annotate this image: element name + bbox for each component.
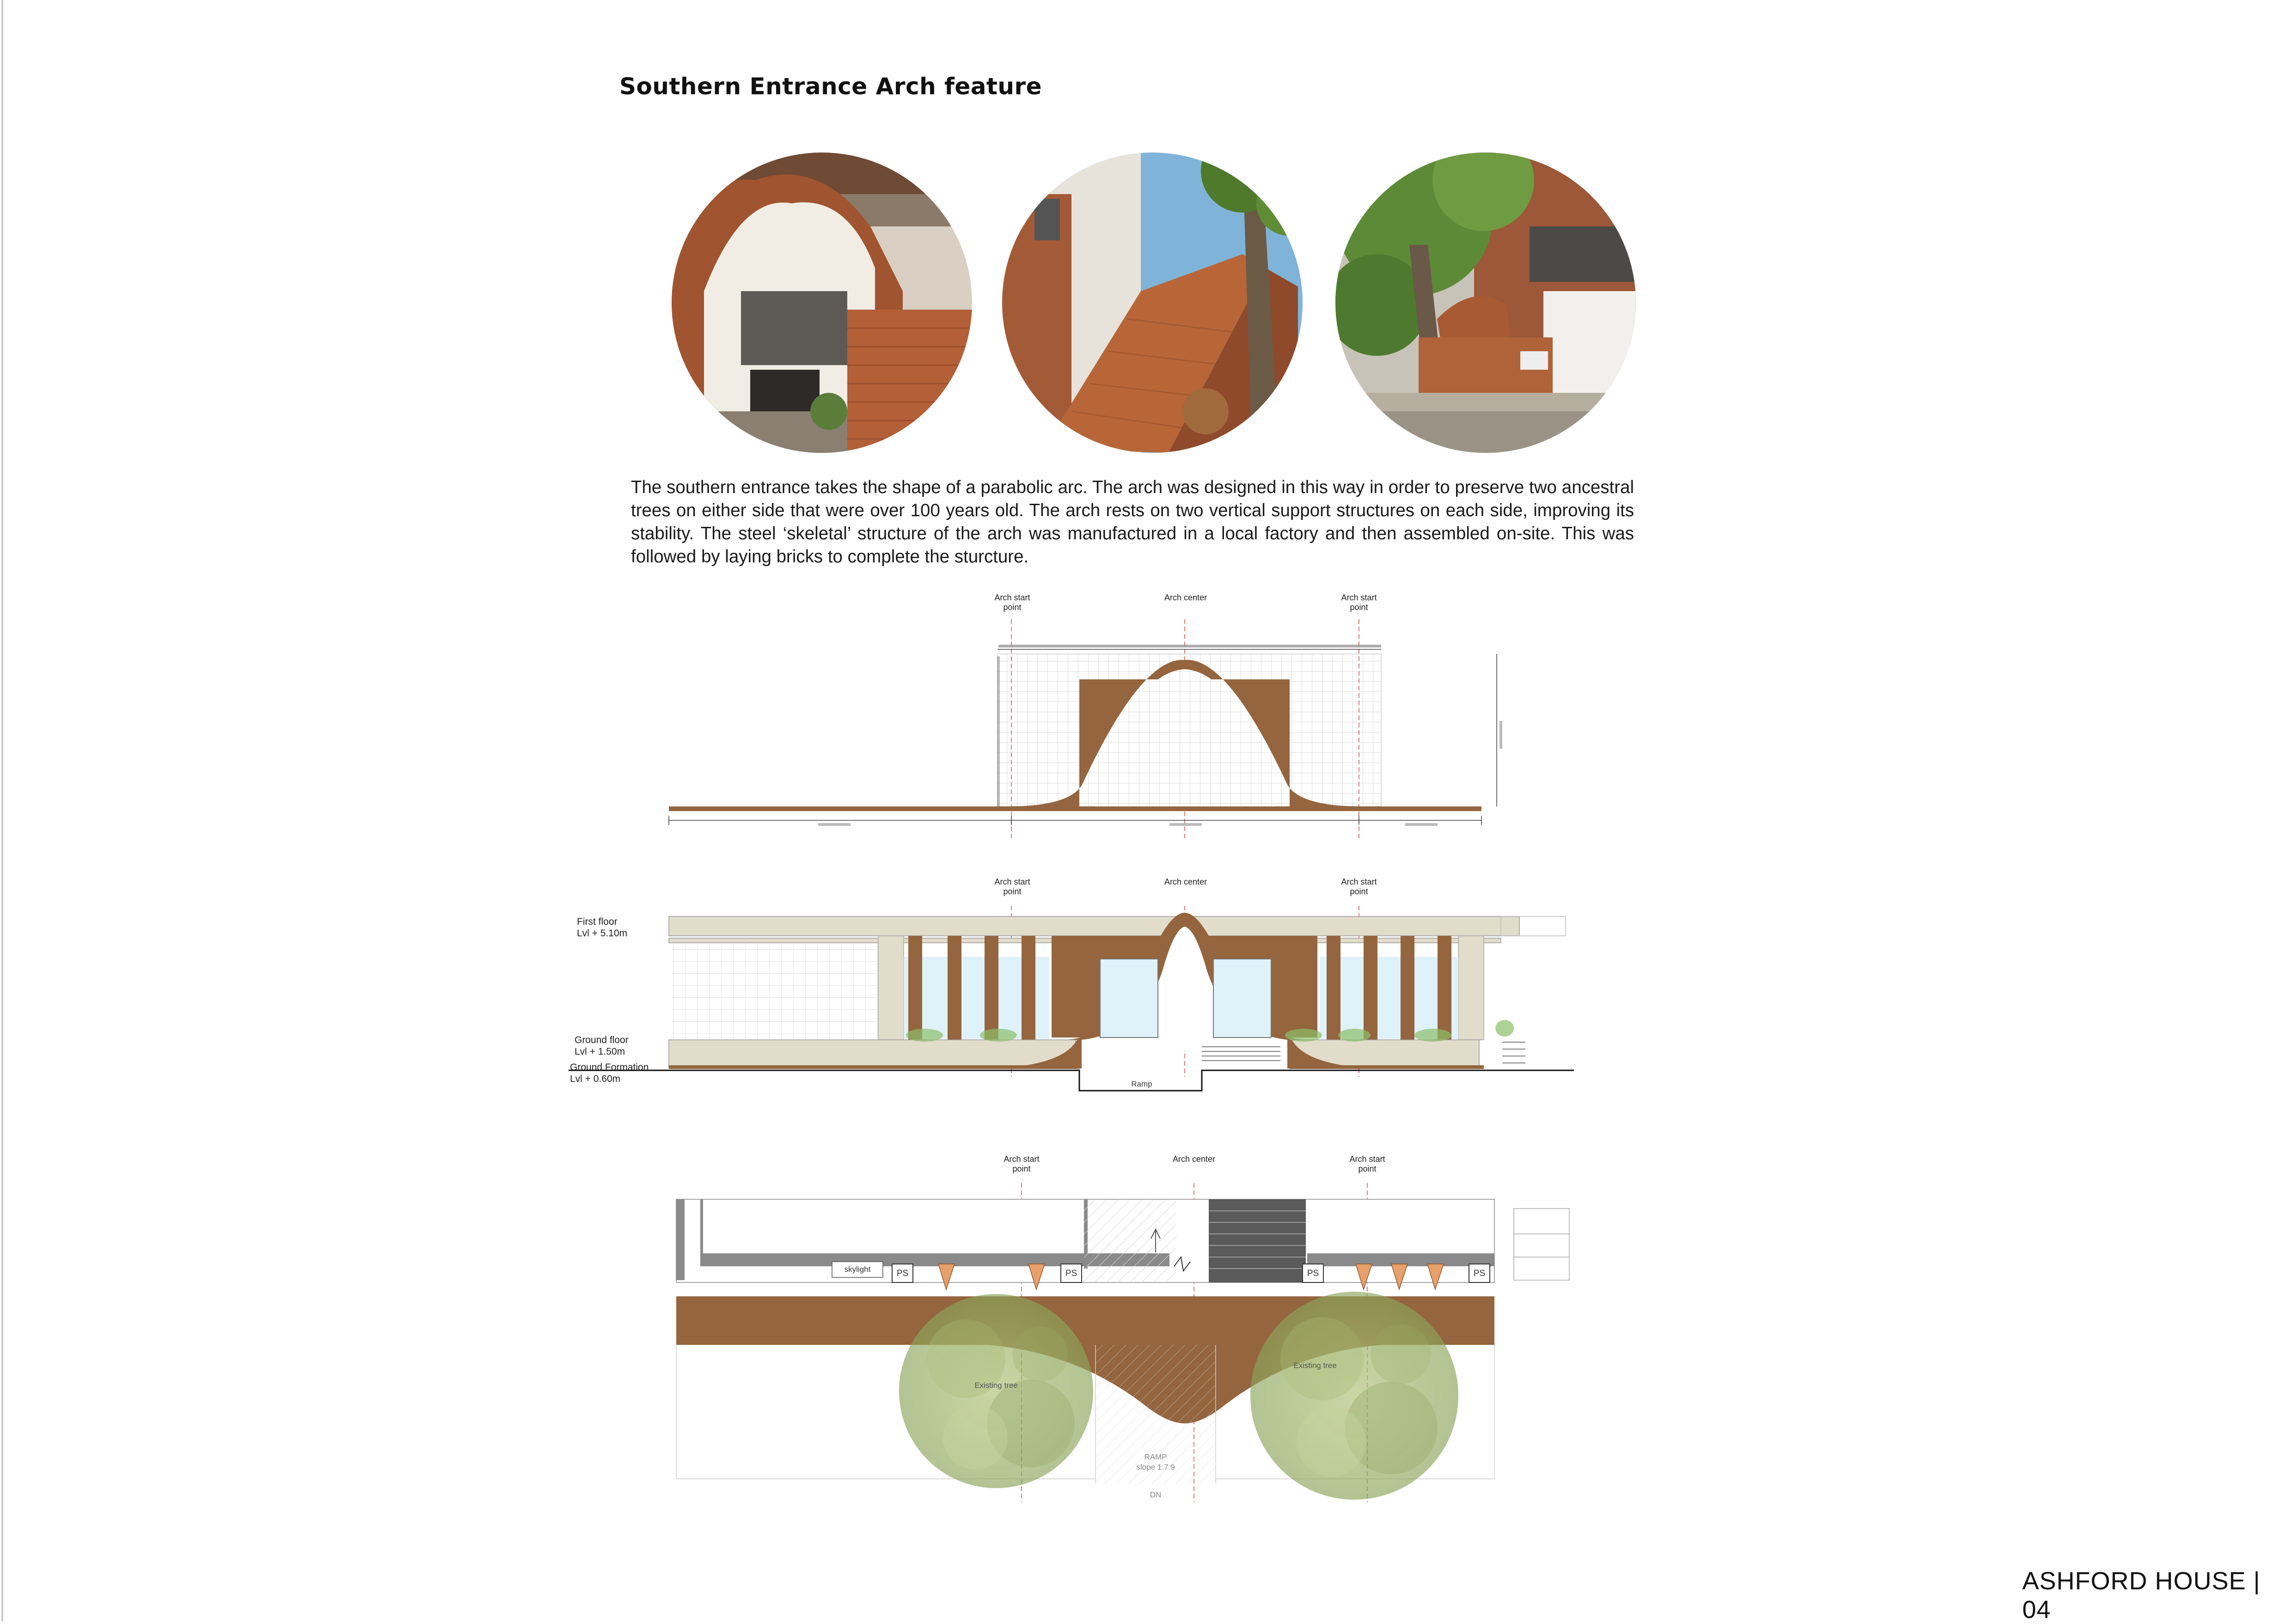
setout-arch-start-right-label: Arch start point	[1341, 593, 1377, 612]
ps-label: PS	[896, 1269, 909, 1278]
plan-arch-start-left-label: Arch start point	[1004, 1154, 1040, 1173]
page-title: Southern Entrance Arch feature	[619, 73, 1042, 100]
elevation-arch-center-label: Arch center	[1164, 877, 1207, 886]
level-ground-formation: Ground Formation Lvl + 0.60m	[570, 1062, 649, 1084]
page-footer: ASHFORD HOUSE | 04	[2022, 1567, 2261, 1624]
arch-setout-elevation	[669, 619, 1502, 841]
existing-tree-right	[1250, 1292, 1458, 1500]
setout-arch-center-label: Arch center	[1164, 593, 1207, 602]
setout-arch-start-left-label: Arch start point	[994, 593, 1030, 612]
arch-description: The southern entrance takes the shape of a parabolic arc. The arch was designed in this way in order to preserve two ancestral trees on either side that were over 100 years old. The arch rests on two vertical support structures on each side, improving its stability. The steel ‘skeletal’ structure of the arch was manufactured in a local factory and then assembled on-site. This was followed by laying bricks to complete the sturcture.	[631, 477, 1634, 567]
level-first-floor: First floor Lvl + 5.10m	[577, 916, 628, 939]
plan-dn-label: DN	[1150, 1490, 1162, 1499]
elevation-arch-start-left-label: Arch start point	[994, 877, 1030, 896]
existing-tree-left	[899, 1294, 1093, 1488]
ps-label: PS	[1473, 1269, 1486, 1278]
skylight-label: skylight	[844, 1265, 871, 1274]
existing-tree-left-label: Existing tree	[974, 1381, 1018, 1390]
existing-tree-right-label: Existing tree	[1293, 1361, 1337, 1370]
level-ground-floor: Ground floor Lvl + 1.50m	[575, 1035, 629, 1057]
plan-arch-center-label: Arch center	[1172, 1154, 1216, 1164]
elevation-arch-start-right-label: Arch start point	[1341, 877, 1377, 896]
arch-plan	[676, 1183, 1569, 1502]
ps-label: PS	[1065, 1269, 1077, 1278]
elevation-ramp-label: Ramp	[1131, 1080, 1152, 1088]
arch-front-elevation	[569, 906, 1574, 1091]
ps-label: PS	[1307, 1269, 1319, 1278]
plan-arch-start-right-label: Arch start point	[1349, 1154, 1385, 1173]
plan-ramp-label: RAMP	[1144, 1453, 1167, 1461]
plan-ramp-slope: slope 1:7.9	[1136, 1463, 1175, 1471]
